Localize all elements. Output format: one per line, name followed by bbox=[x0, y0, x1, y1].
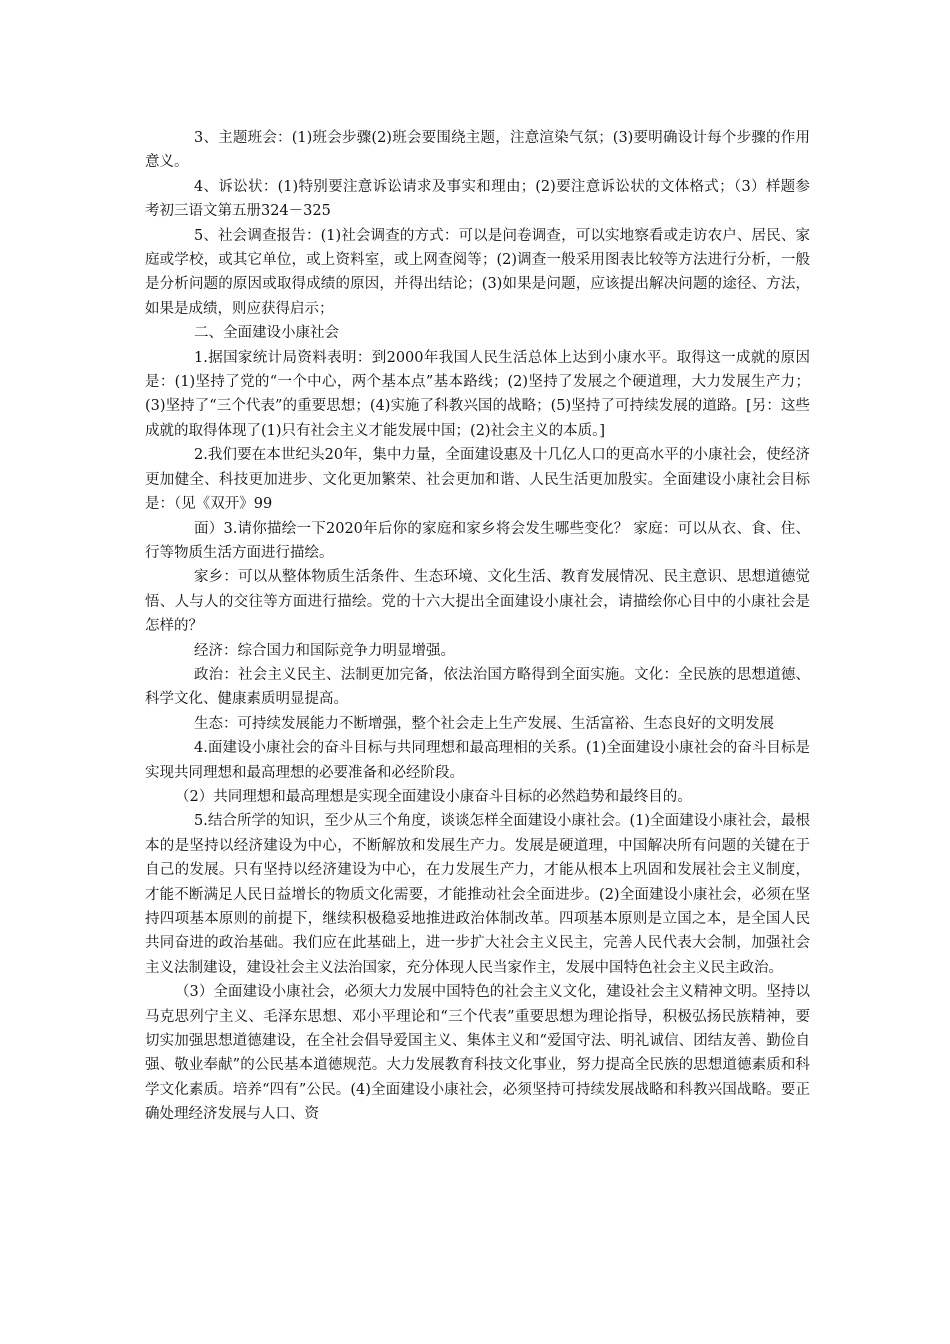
paragraph-ecology: 生态：可持续发展能力不断增强，整个社会走上生产发展、生活富裕、生态良好的文明发展 bbox=[194, 715, 774, 732]
document-body bbox=[145, 126, 810, 1127]
paragraph-item-4-sub: （2）共同理想和最高理想是实现全面建设小康奋斗目标的必然趋势和最终目的。 bbox=[175, 788, 692, 805]
paragraph-politics: 政治：社会主义民主、法制更加完备，依法治国方略得到全面实施。文化：全民族的思想道德、科学文化、健康素质明显提高。 bbox=[145, 666, 810, 708]
paragraph-item-5-sub: （3）全面建设小康社会，必须大力发展中国特色的社会主义文化，建设社会主义精神文明。坚持以马克思列宁主义、毛泽东思想、邓小平理论和“三个代表”重要思想为理论指导，积极弘扬民族精神，要切实加强思想道德建设，在全社会倡导爱国主义、集体主义和“爱国守法、明礼诚信、团结友善、勤俭自强、敬业奉献”的公民基本道德规范。大力发展教育科技文化事业，努力提高全民族的思想道德素质和科学文化素质。培养“四有”公民。(4)全面建设小康社会，必须坚持可持续发展战略和科教兴国战略。要正确处理经济发展与人口、资 bbox=[145, 984, 810, 1123]
paragraph-item-1: 1.据国家统计局资料表明：到2000年我国人民生活总体上达到小康水平。取得这一成就的原因是：(1)坚持了党的“一个中心，两个基本点”基本路线；(2)坚持了发展之个硬道理，大力发展生产力；(3)坚持了“三个代表”的重要思想；(4)实施了科教兴国的战略；(5)坚持了可持续发展的道路。[另：这些成就的取得体现了(1)只有社会主义才能发展中国；(2)社会主义的本质。] bbox=[145, 349, 810, 439]
paragraph-item-5: 5.结合所学的知识，至少从三个角度，谈谈怎样全面建设小康社会。(1)全面建设小康社会，最根本的是坚持以经济建设为中心，不断解放和发展生产力。发展是硬道理，中国解决所有问题的关键在于自己的发展。只有坚持以经济建设为中心，在力发展生产力，才能从根本上巩固和发展社会主义制度，才能不断满足人民日益增长的物质文化需要，才能推动社会全面进步。(2)全面建设小康社会，必须在坚持四项基本原则的前提下，继续积极稳妥地推进政治体制改革。四项基本原则是立国之本，是全国人民共同奋进的政治基础。我们应在此基础上，进一步扩大社会主义民主，完善人民代表大会制，加强社会主义法制建设，建设社会主义法治国家，充分体现人民当家作主，发展中国特色社会主义民主政治。 bbox=[145, 813, 810, 976]
paragraph-economy: 经济：综合国力和国际竞争力明显增强。 bbox=[194, 642, 455, 659]
paragraph-item-2: 2.我们要在本世纪头20年，集中力量，全面建设惠及十几亿人口的更高水平的小康社会，使经济更加健全、科技更加进步、文化更加繁荣、社会更加和谐、人民生活更加殷实。全面建设小康社会目标是：（见《双开》99 bbox=[145, 447, 810, 513]
paragraph-item-4: 4.面建设小康社会的奋斗目标与共同理想和最高理相的关系。(1)全面建设小康社会的奋斗目标是实现共同理想和最高理想的必要准备和必经阶段。 bbox=[145, 740, 810, 781]
paragraph-item-3: 面）3.请你描绘一下2020年后你的家庭和家乡将会发生哪些变化？ 家庭：可以从衣、食、住、行等物质生活方面进行描绘。 bbox=[145, 520, 810, 561]
paragraph-survey-report: 5、社会调查报告：(1)社会调查的方式：可以是问卷调查，可以实地察看或走访农户、居民、家庭或学校，或其它单位，或上资料室，或上网查阅等；(2)调查一般采用图表比较等方法进行分析，一般是分析问题的原因或取得成绩的原因，并得出结论；(3)如果是问题，应该提出解决问题的途径、方法，如果是成绩，则应获得启示； bbox=[145, 227, 810, 317]
section-heading: 二、全面建设小康社会 bbox=[194, 325, 339, 342]
paragraph-lawsuit: 4、诉讼状：(1)特别要注意诉讼请求及事实和理由；(2)要注意诉讼状的文体格式；（3）样题参考初三语文第五册324－325 bbox=[145, 178, 810, 220]
paragraph-class-meeting: 3、主题班会：(1)班会步骤(2)班会要围绕主题，注意渲染气氛；(3)要明确设计每个步骤的作用意义。 bbox=[145, 130, 810, 171]
paragraph-hometown: 家乡：可以从整体物质生活条件、生态环境、文化生活、教育发展情况、民主意识、思想道德觉悟、人与人的交往等方面进行描绘。党的十六大提出全面建设小康社会，请描绘你心目中的小康社会是怎样的？ bbox=[145, 569, 810, 635]
